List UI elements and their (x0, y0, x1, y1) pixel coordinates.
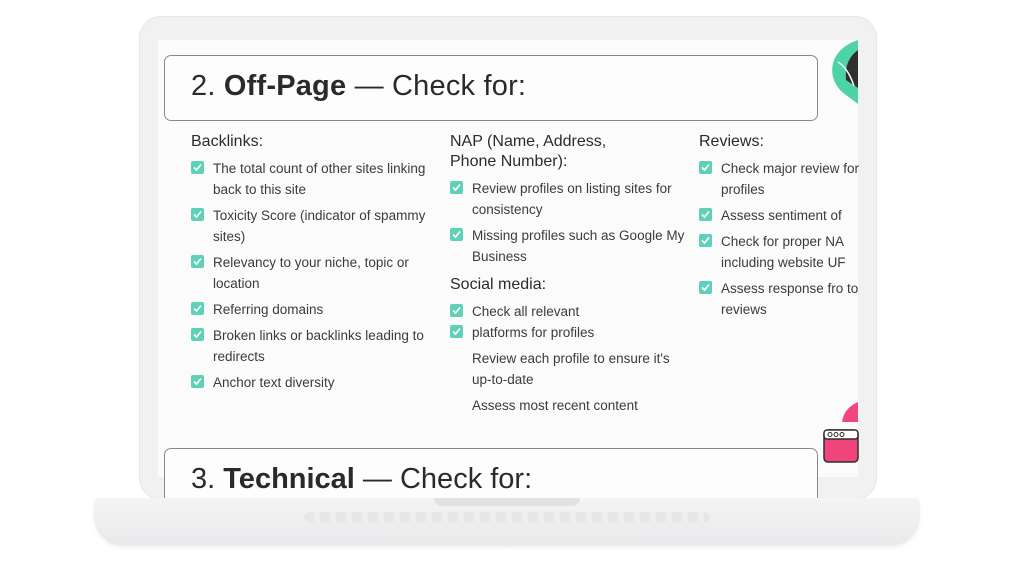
list-item (450, 322, 690, 343)
list-item (191, 299, 431, 320)
list-item (191, 325, 431, 367)
checkbox-check-icon (191, 328, 204, 341)
section-title-rest: — Check for: (346, 70, 527, 102)
column-nap-social (450, 132, 690, 421)
checkbox-check-icon (699, 281, 712, 294)
item-text: Check major review for profiles (721, 161, 860, 197)
section-number: 2. (191, 70, 216, 102)
section-title-strong: Technical (223, 463, 355, 495)
heading-nap: NAP (Name, Address, Phone Number): (450, 133, 607, 170)
screen (158, 40, 860, 495)
item-text: Anchor text diversity (213, 375, 335, 390)
browser-window-icon (824, 402, 858, 462)
checkbox-check-icon (699, 208, 712, 221)
item-text: Assess response fro to reviews (721, 281, 859, 317)
checkbox-check-icon (191, 161, 204, 174)
item-text: Broken links or backlinks leading to redirects (213, 328, 424, 364)
item-text: platforms for profiles (472, 325, 595, 340)
laptop-notch (434, 498, 580, 506)
list-item (191, 158, 431, 200)
section-number: 3. (191, 463, 216, 495)
list-item (450, 301, 690, 322)
item-text: Review profiles on listing sites for consistency (472, 181, 672, 217)
laptop-keyboard-strip (304, 512, 710, 522)
section-title-strong: Off-Page (223, 70, 347, 102)
list-item (699, 158, 861, 200)
section-title-next (191, 463, 532, 496)
list-item (450, 395, 690, 416)
list-item (191, 205, 431, 247)
section-title (191, 70, 526, 103)
list-item (450, 178, 690, 220)
item-text: Missing profiles such as Google My Business (472, 228, 685, 264)
checkbox-check-icon (191, 302, 204, 315)
checkbox-check-icon (450, 228, 463, 241)
item-text: Assess sentiment of (721, 208, 842, 223)
item-text: Relevancy to your niche, topic or location (213, 255, 409, 291)
checkbox-check-icon (699, 234, 712, 247)
checkbox-check-icon (450, 325, 463, 338)
list-item (699, 231, 861, 273)
laptop-base (94, 498, 920, 546)
heading-social: Social media: (450, 276, 547, 293)
list-item (699, 205, 869, 226)
checkbox-check-icon (191, 208, 204, 221)
checkbox-check-icon (191, 375, 204, 388)
column-reviews (699, 132, 869, 325)
heading-backlinks: Backlinks: (191, 133, 264, 150)
heading-reviews: Reviews: (699, 133, 764, 150)
item-text: Referring domains (213, 302, 324, 317)
list-item (699, 278, 861, 320)
item-text: Review each profile to ensure it's up-to-date (472, 351, 670, 387)
checkbox-check-icon (450, 181, 463, 194)
item-text: The total count of other sites linking back to this site (213, 161, 426, 197)
section-title-rest: — Check for: (354, 463, 533, 495)
list-item (450, 225, 690, 267)
decorative-leaf-icon (824, 40, 858, 104)
checkbox-check-icon (191, 255, 204, 268)
list-item (191, 372, 431, 393)
item-text: Toxicity Score (indicator of spammy sites) (213, 208, 426, 244)
checkbox-check-icon (699, 161, 712, 174)
checkbox-check-icon (450, 304, 463, 317)
column-backlinks (191, 132, 431, 398)
list-item (450, 348, 690, 390)
item-text: Check all relevant (472, 304, 580, 319)
item-text: Check for proper NA including website UF (721, 234, 846, 270)
item-text: Assess most recent content (472, 398, 638, 413)
section-header-off-page (164, 55, 818, 121)
list-item (191, 252, 431, 294)
